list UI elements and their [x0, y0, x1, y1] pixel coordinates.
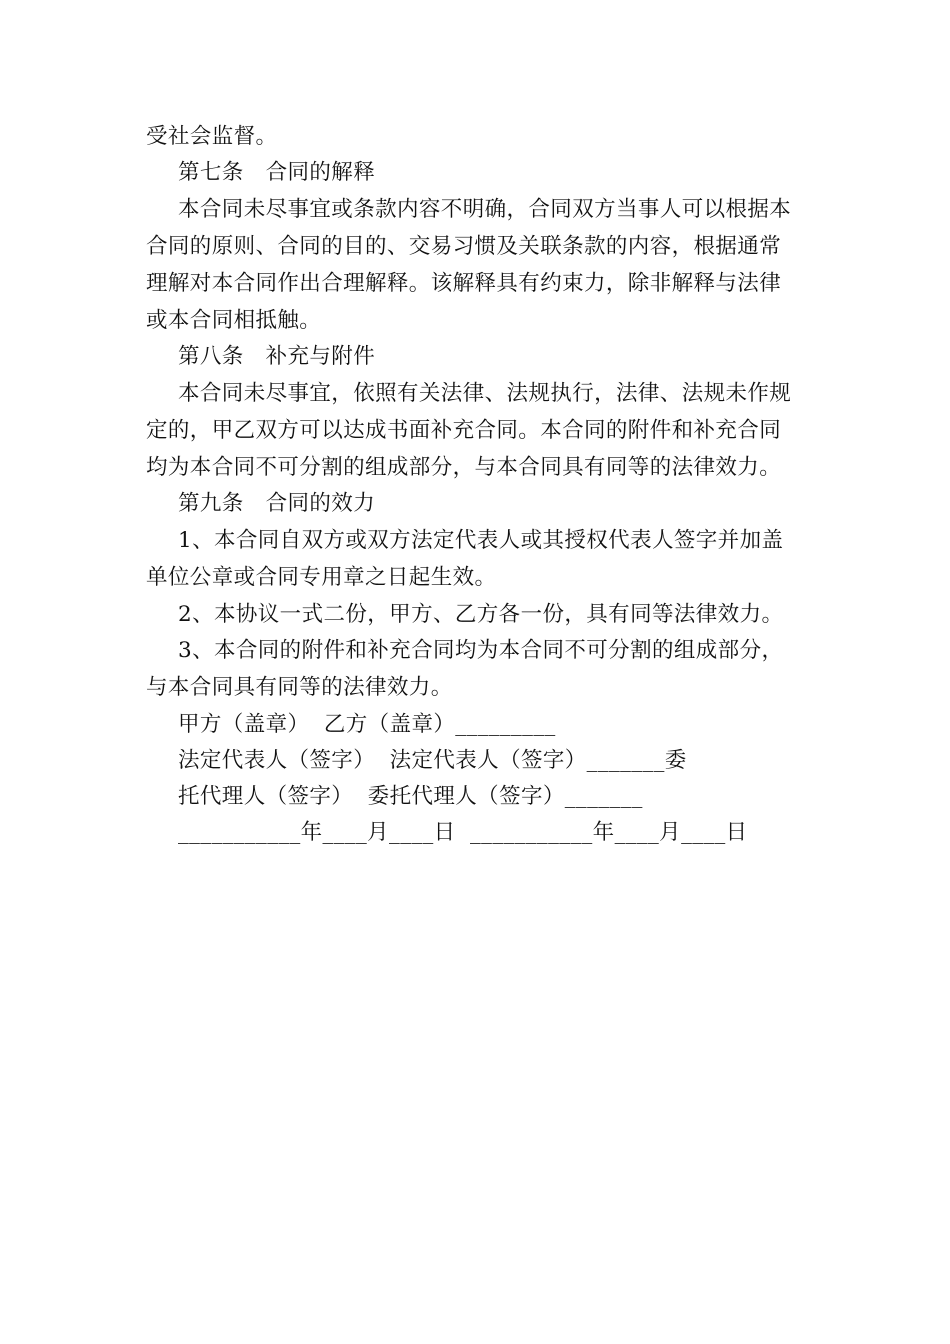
agent-line: 托代理人（签字） 委托代理人（签字）_______ [178, 784, 643, 809]
paragraph-line: 受社会监督。 [146, 124, 278, 149]
article-9-heading: 第九条 合同的效力 [178, 491, 376, 516]
seal-line: 甲方（盖章） 乙方（盖章）_________ [178, 712, 556, 737]
clause-1-line: 单位公章或合同专用章之日起生效。 [146, 565, 497, 590]
paragraph-line: 或本合同相抵触。 [146, 308, 322, 333]
paragraph-line: 定的，甲乙双方可以达成书面补充合同。本合同的附件和补充合同 [146, 418, 782, 443]
clause-1-line: 1、本合同自双方或双方法定代表人或其授权代表人签字并加盖 [178, 528, 784, 553]
clause-3-line: 3、本合同的附件和补充合同均为本合同不可分割的组成部分， [178, 638, 784, 663]
paragraph-line: 合同的原则、合同的目的、交易习惯及关联条款的内容，根据通常 [146, 234, 782, 259]
clause-3-line: 与本合同具有同等的法律效力。 [146, 675, 453, 700]
article-8-heading: 第八条 补充与附件 [178, 344, 376, 369]
paragraph-line: 本合同未尽事宜，依照有关法律、法规执行，法律、法规未作规 [178, 381, 792, 406]
paragraph-line: 均为本合同不可分割的组成部分，与本合同具有同等的法律效力。 [146, 455, 782, 480]
paragraph-line: 本合同未尽事宜或条款内容不明确，合同双方当事人可以根据本 [178, 197, 792, 222]
clause-2-line: 2、本协议一式二份，甲方、乙方各一份，具有同等法律效力。 [178, 602, 784, 627]
legal-representative-line: 法定代表人（签字） 法定代表人（签字）_______委 [178, 748, 687, 773]
article-7-heading: 第七条 合同的解释 [178, 160, 376, 185]
date-line: ___________年____月____日 ___________年____月____日 [178, 820, 748, 845]
paragraph-line: 理解对本合同作出合理解释。该解释具有约束力，除非解释与法律 [146, 271, 782, 296]
